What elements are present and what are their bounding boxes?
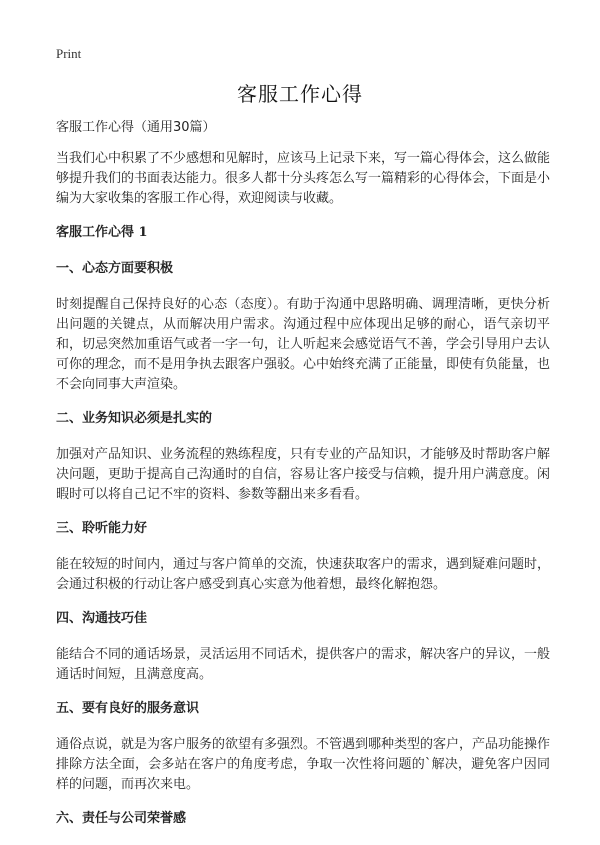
item-heading-5: 五、要有良好的服务意识 (56, 701, 200, 716)
intro-paragraph: 当我们心中积累了不少感想和见解时，应该马上记录下来，写一篇心得体会，这么做能够提升我们的书面表达能力。很多人都十分头疼怎么写一篇精彩的心得体会，下面是小编为大家收集的客服工作心得，欢迎阅读与收藏。 (56, 151, 551, 206)
item-body-5: 通俗点说，就是为客户服务的欲望有多强烈。不管遇到哪种类型的客户，产品功能操作排除方法全面，会多站在客户的角度考虑，争取一次性将问题的`解决，避免客户因同样的问题，而再次来电。 (56, 737, 551, 792)
section-title: 客服工作心得 1 (56, 225, 148, 240)
item-heading-2: 二、业务知识必须是扎实的 (56, 411, 213, 426)
article-body (56, 118, 550, 845)
item-heading-1: 一、心态方面要积极 (56, 261, 174, 276)
item-body-3: 能在较短的时间内，通过与客户简单的交流，快速获取客户的需求，遇到疑难问题时，会通过积极的行动让客户感受到真心实意为他着想，最终化解抱怨。 (56, 557, 551, 592)
page-title: 客服工作心得 (237, 82, 363, 106)
item-heading-6: 六、责任与公司荣誉感 (56, 811, 187, 826)
item-heading-3: 三、聆听能力好 (56, 521, 148, 536)
item-heading-4: 四、沟通技巧佳 (56, 611, 148, 626)
item-body-4: 能结合不同的通话场景，灵活运用不同话术，提供客户的需求，解决客户的异议，一般通话时间短，且满意度高。 (56, 647, 551, 682)
article-subtitle: 客服工作心得（通用30篇） (56, 120, 216, 135)
item-body-2: 加强对产品知识、业务流程的熟练程度，只有专业的产品知识，才能够及时帮助客户解决问题，更助于提高自己沟通时的自信，容易让客户接受与信赖，提升用户满意度。闲暇时可以将自己记不牢的资料、参数等翻出来多看看。 (56, 447, 551, 502)
item-body-1: 时刻提醒自己保持良好的心态（态度）。有助于沟通中思路明确、调理清晰，更快分析出问题的关键点，从而解决用户需求。沟通过程中应体现出足够的耐心，语气亲切平和，切忌突然加重语气或者一字一句，让人听起来会感觉语气不善，学会引导用户去认可你的理念，而不是用争执去跟客户强驳。心中始终充满了正能量，即使有负能量，也不会向同事大声渲染。 (56, 297, 551, 392)
print-link[interactable]: Print (56, 46, 82, 61)
